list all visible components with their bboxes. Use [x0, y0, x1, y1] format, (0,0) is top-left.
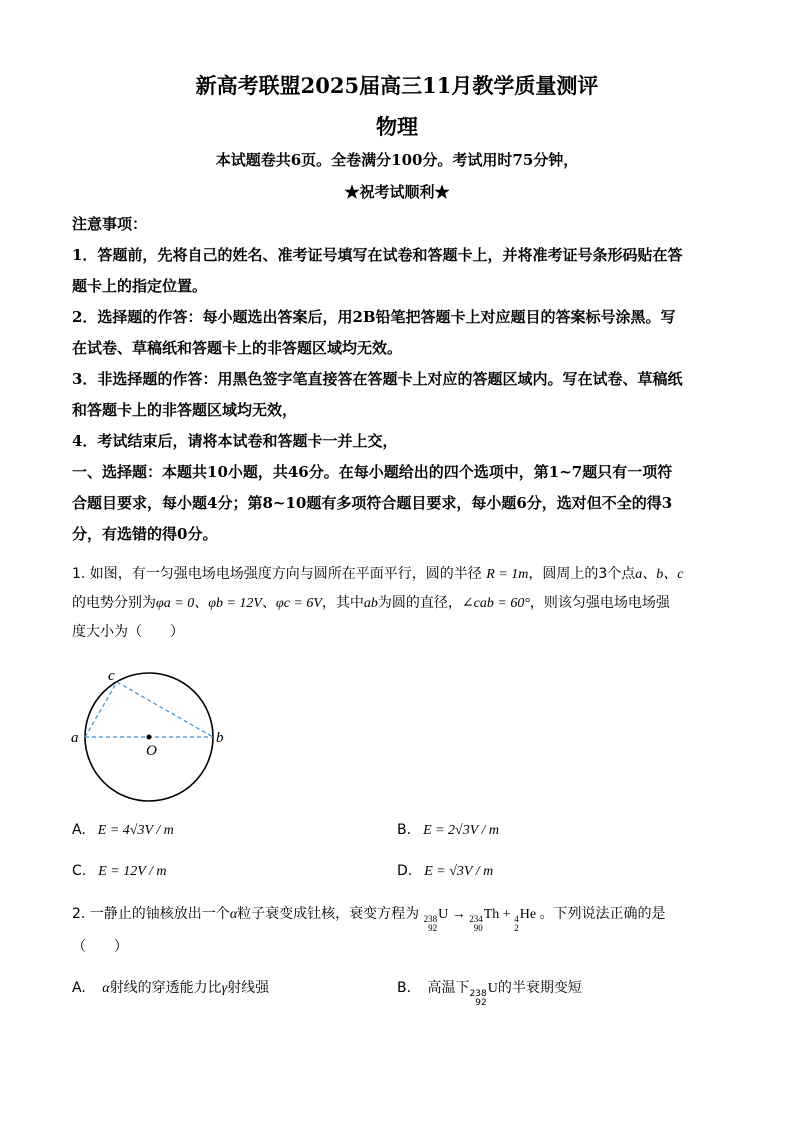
q2-text: 粒子衰变成钍核，衰变方程为 [237, 906, 420, 922]
q1-text: 的电势分别为 [72, 595, 156, 611]
decay-equation: 238 92 U → 234 90 Th + 4 2 He [423, 907, 537, 933]
question-1: 1. 如图，有一匀强电场电场强度方向与圆所在平面平行，圆的半径 R = 1m，圆周上的3个点a、b、c 的电势分别为φa = 0、φb = 12V、φc = 6V，其中ab为圆的直径，∠cab = 60°，则该匀强电场电场强 度大小为（ ） [72, 560, 724, 646]
question-2 [72, 900, 724, 961]
q1-option-c: C. E = 12V / m [72, 863, 167, 879]
option-formula: E = √3V / m [424, 864, 494, 879]
segment-ac [85, 682, 117, 737]
circle-figure [68, 662, 228, 807]
q2-option-a: A. α射线的穿透能力比γ射线强 [72, 980, 270, 996]
phi-b-expr: φb = 12V [208, 596, 262, 611]
q1-text: ，其中 [321, 595, 364, 611]
label-o: O [146, 743, 157, 759]
phi-a-expr: φa = 0 [156, 596, 195, 611]
radius-expr: R = 1m [486, 567, 529, 582]
notice-line: 2．选择题的作答：每小题选出答案后，用2B铅笔把答题卡上对应题目的答案标号涂黑。写 [72, 308, 676, 326]
phi-c-expr: φc = 6V [275, 596, 322, 611]
subject-title: 物理 [376, 114, 418, 139]
q1-text: 度大小为（ ） [72, 624, 184, 640]
label-c: c [108, 668, 115, 684]
option-formula: E = 2√3V / m [423, 823, 500, 838]
notice-line: 题卡上的指定位置。 [72, 277, 208, 295]
q1-text: ，圆周上的3个点 [528, 566, 636, 582]
ab-expr: ab [363, 596, 378, 611]
q1-text: 电场强度方向与圆所在平面平行，圆的半径 [215, 566, 482, 582]
q1-text: 为圆的直径， [377, 595, 462, 611]
alpha-symbol: α [229, 907, 238, 922]
notice-line: 1．答题前，先将自己的姓名、准考证号填写在试卷和答题卡上，并将准考证号条形码贴在答 [72, 246, 683, 264]
segment-cb [117, 682, 213, 737]
q1-text: ，则该匀强电场电场强 [529, 595, 670, 611]
q2-text: （ ） [72, 939, 128, 955]
section-line: 一、选择题：本题共10小题，共46分。在每小题给出的四个选项中，第1~7题只有一项符 [72, 463, 673, 481]
exam-title: 新高考联盟2025届高三11月教学质量测评 [195, 73, 599, 98]
exam-info: 本试题卷共6页。全卷满分100分。考试用时75分钟， [215, 151, 579, 169]
q2-option-b: B. 高温下 238 92 U的半衰期变短 [397, 980, 582, 1008]
q2-text: 2. 一静止的铀核放出一个 [72, 906, 230, 922]
points-expr: a、b、c [635, 567, 684, 582]
label-a: a [71, 730, 79, 746]
option-formula: E = 4√3V / m [97, 823, 174, 838]
notice-line: 在试卷、草稿纸和答题卡上的非答题区域均无效。 [72, 339, 403, 357]
section-line: 分，有选错的得0分。 [72, 525, 218, 543]
good-luck-line: ★祝考试顺利★ [344, 183, 450, 201]
q1-option-b: B. E = 2√3V / m [397, 822, 500, 838]
center-point [147, 735, 152, 740]
label-b: b [216, 730, 224, 746]
q1-text: 1. 如图，有一匀强电场 [72, 566, 216, 582]
angle-expr: ∠cab = 60° [461, 596, 530, 611]
notice-heading: 注意事项： [72, 215, 148, 233]
notice-line: 4．考试结束后，请将本试卷和答题卡一并上交， [72, 432, 398, 450]
section-line: 合题目要求，每小题4分；第8~10题有多项符合题目要求，每小题6分，选对但不全的得3 [72, 494, 673, 512]
q1-option-d: D. E = √3V / m [397, 863, 494, 879]
notice-line: 3．非选择题的作答：用黑色签字笔直接答在答题卡上对应的答题区域内。写在试卷、草稿纸 [72, 370, 683, 388]
option-formula: E = 12V / m [98, 864, 167, 879]
q1-option-a: A. E = 4√3V / m [72, 822, 174, 838]
q2-text: 。下列说法正确的是 [539, 906, 666, 922]
notice-line: 和答题卡上的非答题区域均无效， [72, 401, 298, 419]
notice-block [72, 209, 724, 550]
